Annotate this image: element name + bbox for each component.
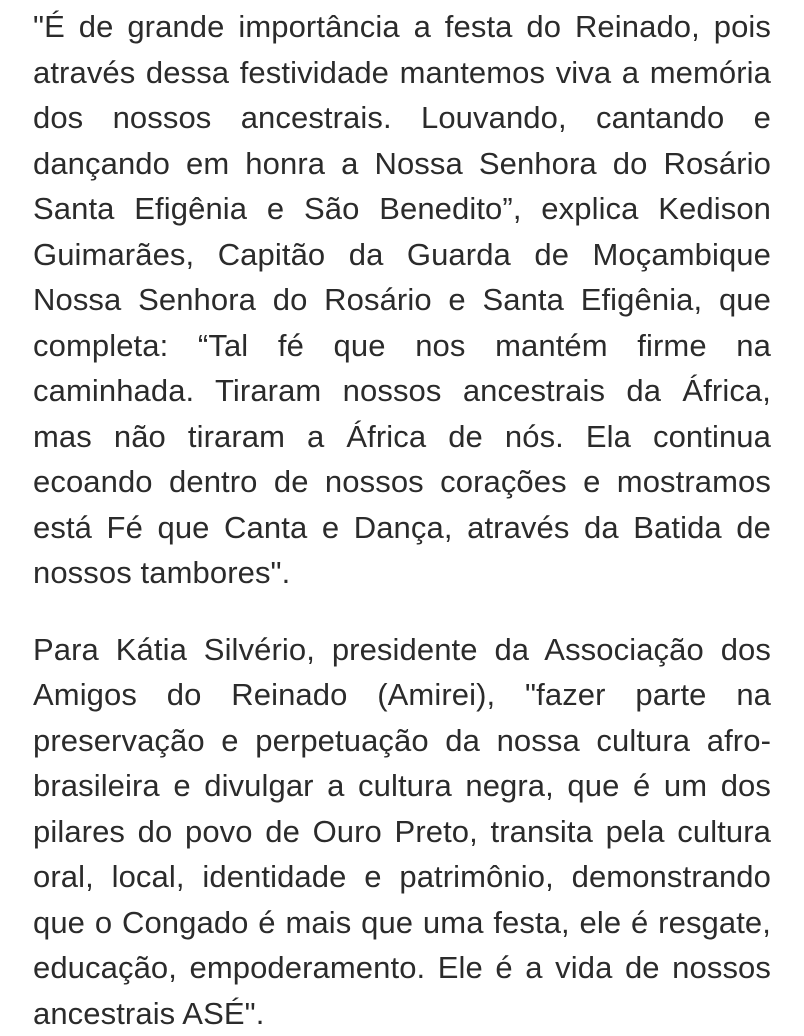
quote-paragraph-kedison: "É de grande importância a festa do Reinado, pois através dessa festividade mantemos viva a memória dos nossos ancestrais. Louvando, cantando e dançando em honra a Nossa Senhora do Rosário Santa Efigênia e São Benedito”, explica Kedison Guimarães, Capitão da Guarda de Moçambique Nossa Senhora do Rosário e Santa Efigênia, que completa: “Tal fé que nos mantém firme na caminhada. Tiraram nossos ancestrais da África, mas não tiraram a África de nós. Ela continua ecoando dentro de nossos corações e mostramos está Fé que Canta e Dança, através da Batida de nossos tambores". (33, 4, 771, 596)
article-body (33, 4, 771, 1036)
quote-paragraph-katia: Para Kátia Silvério, presidente da Associação dos Amigos do Reinado (Amirei), "fazer parte na preservação e perpetuação da nossa cultura afro-brasileira e divulgar a cultura negra, que é um dos pilares do povo de Ouro Preto, transita pela cultura oral, local, identidade e patrimônio, demonstrando que o Congado é mais que uma festa, ele é resgate, educação, empoderamento. Ele é a vida de nossos ancestrais ASÉ". (33, 627, 771, 1036)
